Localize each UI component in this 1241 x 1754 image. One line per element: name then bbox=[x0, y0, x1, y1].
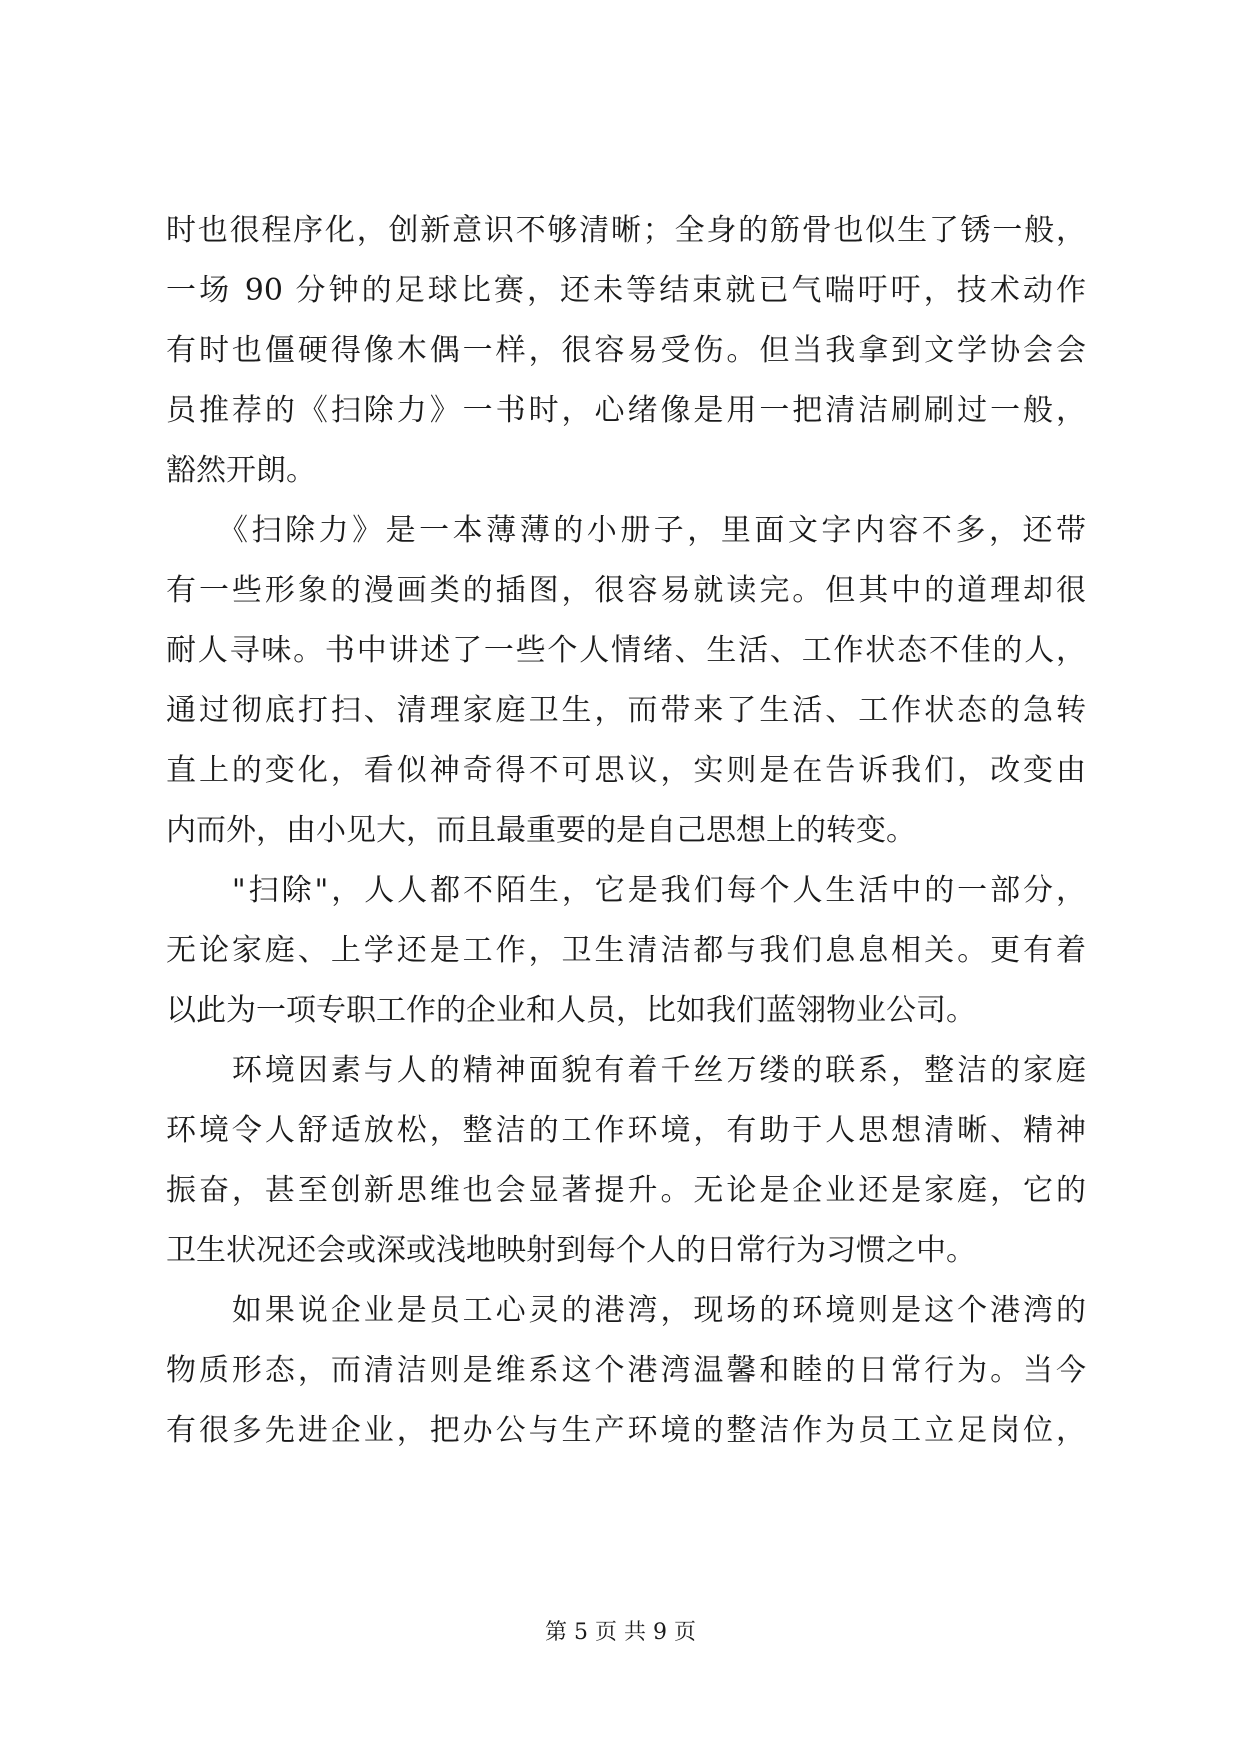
paragraph-2 bbox=[166, 501, 1086, 861]
text-line: 豁然开朗。 bbox=[166, 453, 316, 488]
text-line: 无论家庭、上学还是工作，卫生清洁都与我们息息相关。更有着 bbox=[166, 933, 1086, 968]
paragraph-1 bbox=[166, 201, 1086, 501]
paragraph-3 bbox=[166, 861, 1086, 1041]
text-line: 环境因素与人的精神面貌有着千丝万缕的联系，整洁的家庭 bbox=[166, 1053, 1086, 1088]
text-line: 振奋，甚至创新思维也会显著提升。无论是企业还是家庭，它的 bbox=[166, 1173, 1086, 1208]
text-line: 以此为一项专职工作的企业和人员，比如我们蓝翎物业公司。 bbox=[166, 993, 976, 1028]
text-line: 卫生状况还会或深或浅地映射到每个人的日常行为习惯之中。 bbox=[166, 1233, 976, 1268]
text-line: 员推荐的《扫除力》一书时，心绪像是用一把清洁刷刷过一般， bbox=[166, 393, 1086, 428]
text-line: 内而外，由小见大，而且最重要的是自己思想上的转变。 bbox=[166, 813, 916, 848]
text-line: 耐人寻味。书中讲述了一些个人情绪、生活、工作状态不佳的人， bbox=[166, 633, 1086, 668]
text-line: 物质形态，而清洁则是维系这个港湾温馨和睦的日常行为。当今 bbox=[166, 1353, 1086, 1388]
text-line: 如果说企业是员工心灵的港湾，现场的环境则是这个港湾的 bbox=[166, 1293, 1086, 1328]
text-line: 有时也僵硬得像木偶一样，很容易受伤。但当我拿到文学协会会 bbox=[166, 333, 1086, 368]
document-body bbox=[166, 201, 1086, 1461]
text-line: 时也很程序化，创新意识不够清晰；全身的筋骨也似生了锈一般， bbox=[166, 213, 1086, 248]
text-line: 《扫除力》是一本薄薄的小册子，里面文字内容不多，还带 bbox=[166, 513, 1086, 548]
text-line: 通过彻底打扫、清理家庭卫生，而带来了生活、工作状态的急转 bbox=[166, 693, 1086, 728]
paragraph-4 bbox=[166, 1041, 1086, 1281]
paragraph-5 bbox=[166, 1281, 1086, 1461]
page-number-footer: 第 5 页 共 9 页 bbox=[545, 1620, 696, 1645]
text-line: 一场 90 分钟的足球比赛，还未等结束就已气喘吁吁，技术动作 bbox=[166, 273, 1086, 308]
text-line: 有很多先进企业，把办公与生产环境的整洁作为员工立足岗位， bbox=[166, 1413, 1086, 1448]
text-line: 直上的变化，看似神奇得不可思议，实则是在告诉我们，改变由 bbox=[166, 753, 1086, 788]
text-line: "扫除"，人人都不陌生，它是我们每个人生活中的一部分， bbox=[166, 873, 1086, 908]
text-line: 环境令人舒适放松，整洁的工作环境，有助于人思想清晰、精神 bbox=[166, 1113, 1086, 1148]
text-line: 有一些形象的漫画类的插图，很容易就读完。但其中的道理却很 bbox=[166, 573, 1086, 608]
